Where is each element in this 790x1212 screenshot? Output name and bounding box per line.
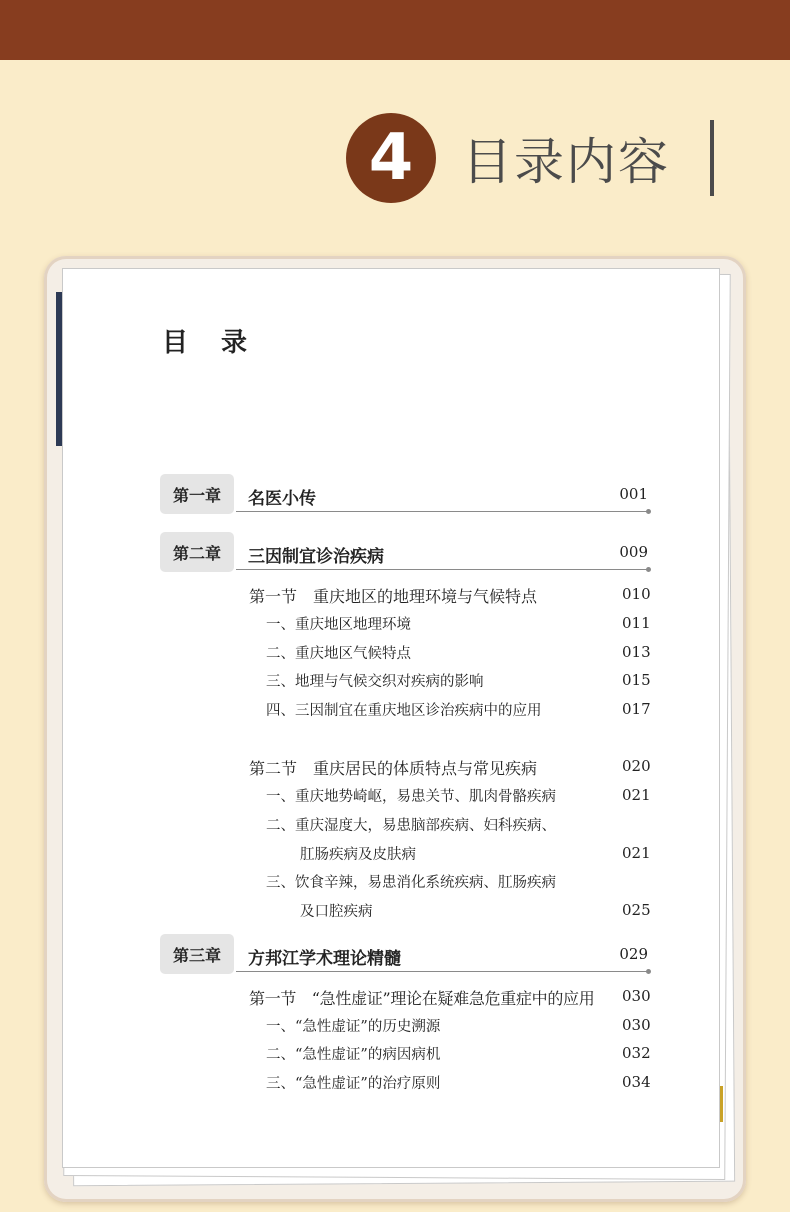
toc-item-page: 011 bbox=[622, 614, 651, 632]
toc-title: 目 录 bbox=[162, 328, 260, 358]
toc-item[interactable]: 一、“急性虚证”的历史溯源 bbox=[266, 1019, 441, 1035]
chapter-entry-3[interactable] bbox=[160, 934, 648, 974]
toc-item-page: 032 bbox=[622, 1044, 651, 1062]
section-page: 010 bbox=[622, 585, 651, 603]
rule-dot bbox=[646, 509, 651, 514]
chapter-entry-1[interactable] bbox=[160, 474, 648, 514]
section-number-badge: 4 bbox=[346, 113, 436, 203]
toc-item-page: 015 bbox=[622, 671, 651, 689]
chapter-rule bbox=[236, 569, 650, 570]
toc-item[interactable]: 三、饮食辛辣，易患消化系统疾病、肛肠疾病 bbox=[266, 875, 556, 891]
toc-item[interactable]: 三、地理与气候交织对疾病的影响 bbox=[266, 674, 484, 690]
toc-item[interactable]: 二、重庆地区气候特点 bbox=[266, 646, 411, 662]
section-page: 030 bbox=[622, 987, 651, 1005]
section-page: 020 bbox=[622, 757, 651, 775]
rule-dot bbox=[646, 567, 651, 572]
chapter-rule bbox=[236, 971, 650, 972]
toc-item-page: 013 bbox=[622, 643, 651, 661]
toc-item-page: 034 bbox=[622, 1073, 651, 1091]
section-title[interactable]: 第一节 重庆地区的地理环境与气候特点 bbox=[249, 587, 538, 606]
chapter-title: 名医小传 bbox=[248, 489, 316, 509]
toc-item[interactable]: 三、“急性虚证”的治疗原则 bbox=[266, 1076, 441, 1092]
toc-item-page: 030 bbox=[622, 1016, 651, 1034]
toc-item[interactable]: 四、三因制宜在重庆地区诊治疾病中的应用 bbox=[266, 703, 542, 719]
chapter-label: 第一章 bbox=[160, 474, 234, 514]
chapter-page: 009 bbox=[619, 543, 648, 561]
chapter-rule bbox=[236, 511, 650, 512]
top-banner-bar bbox=[0, 0, 790, 60]
section-title: 目录内容 bbox=[462, 133, 670, 191]
toc-item[interactable]: 一、重庆地区地理环境 bbox=[266, 617, 411, 633]
toc-item-continuation[interactable]: 肛肠疾病及皮肤病 bbox=[300, 847, 416, 863]
toc-item[interactable]: 二、重庆湿度大，易患脑部疾病、妇科疾病、 bbox=[266, 818, 556, 834]
rule-dot bbox=[646, 969, 651, 974]
chapter-page: 001 bbox=[619, 485, 648, 503]
chapter-label: 第三章 bbox=[160, 934, 234, 974]
toc-item[interactable]: 一、重庆地势崎岖，易患关节、肌肉骨骼疾病 bbox=[266, 789, 556, 805]
toc-item-page: 021 bbox=[622, 786, 651, 804]
toc-item-continuation[interactable]: 及口腔疾病 bbox=[300, 904, 373, 920]
chapter-title: 三因制宜诊治疾病 bbox=[248, 547, 384, 567]
title-divider bbox=[710, 120, 714, 196]
section-title[interactable]: 第一节 “急性虚证”理论在疑难急危重症中的应用 bbox=[249, 989, 595, 1008]
section-title[interactable]: 第二节 重庆居民的体质特点与常见疾病 bbox=[249, 759, 538, 778]
chapter-entry-2[interactable] bbox=[160, 532, 648, 572]
toc-item-page: 025 bbox=[622, 901, 651, 919]
toc-item[interactable]: 二、“急性虚证”的病因病机 bbox=[266, 1047, 441, 1063]
chapter-title: 方邦江学术理论精髓 bbox=[248, 949, 401, 969]
toc-item-page: 021 bbox=[622, 844, 651, 862]
section-heading bbox=[346, 110, 670, 206]
chapter-page: 029 bbox=[619, 945, 648, 963]
chapter-label: 第二章 bbox=[160, 532, 234, 572]
toc-item-page: 017 bbox=[622, 700, 651, 718]
